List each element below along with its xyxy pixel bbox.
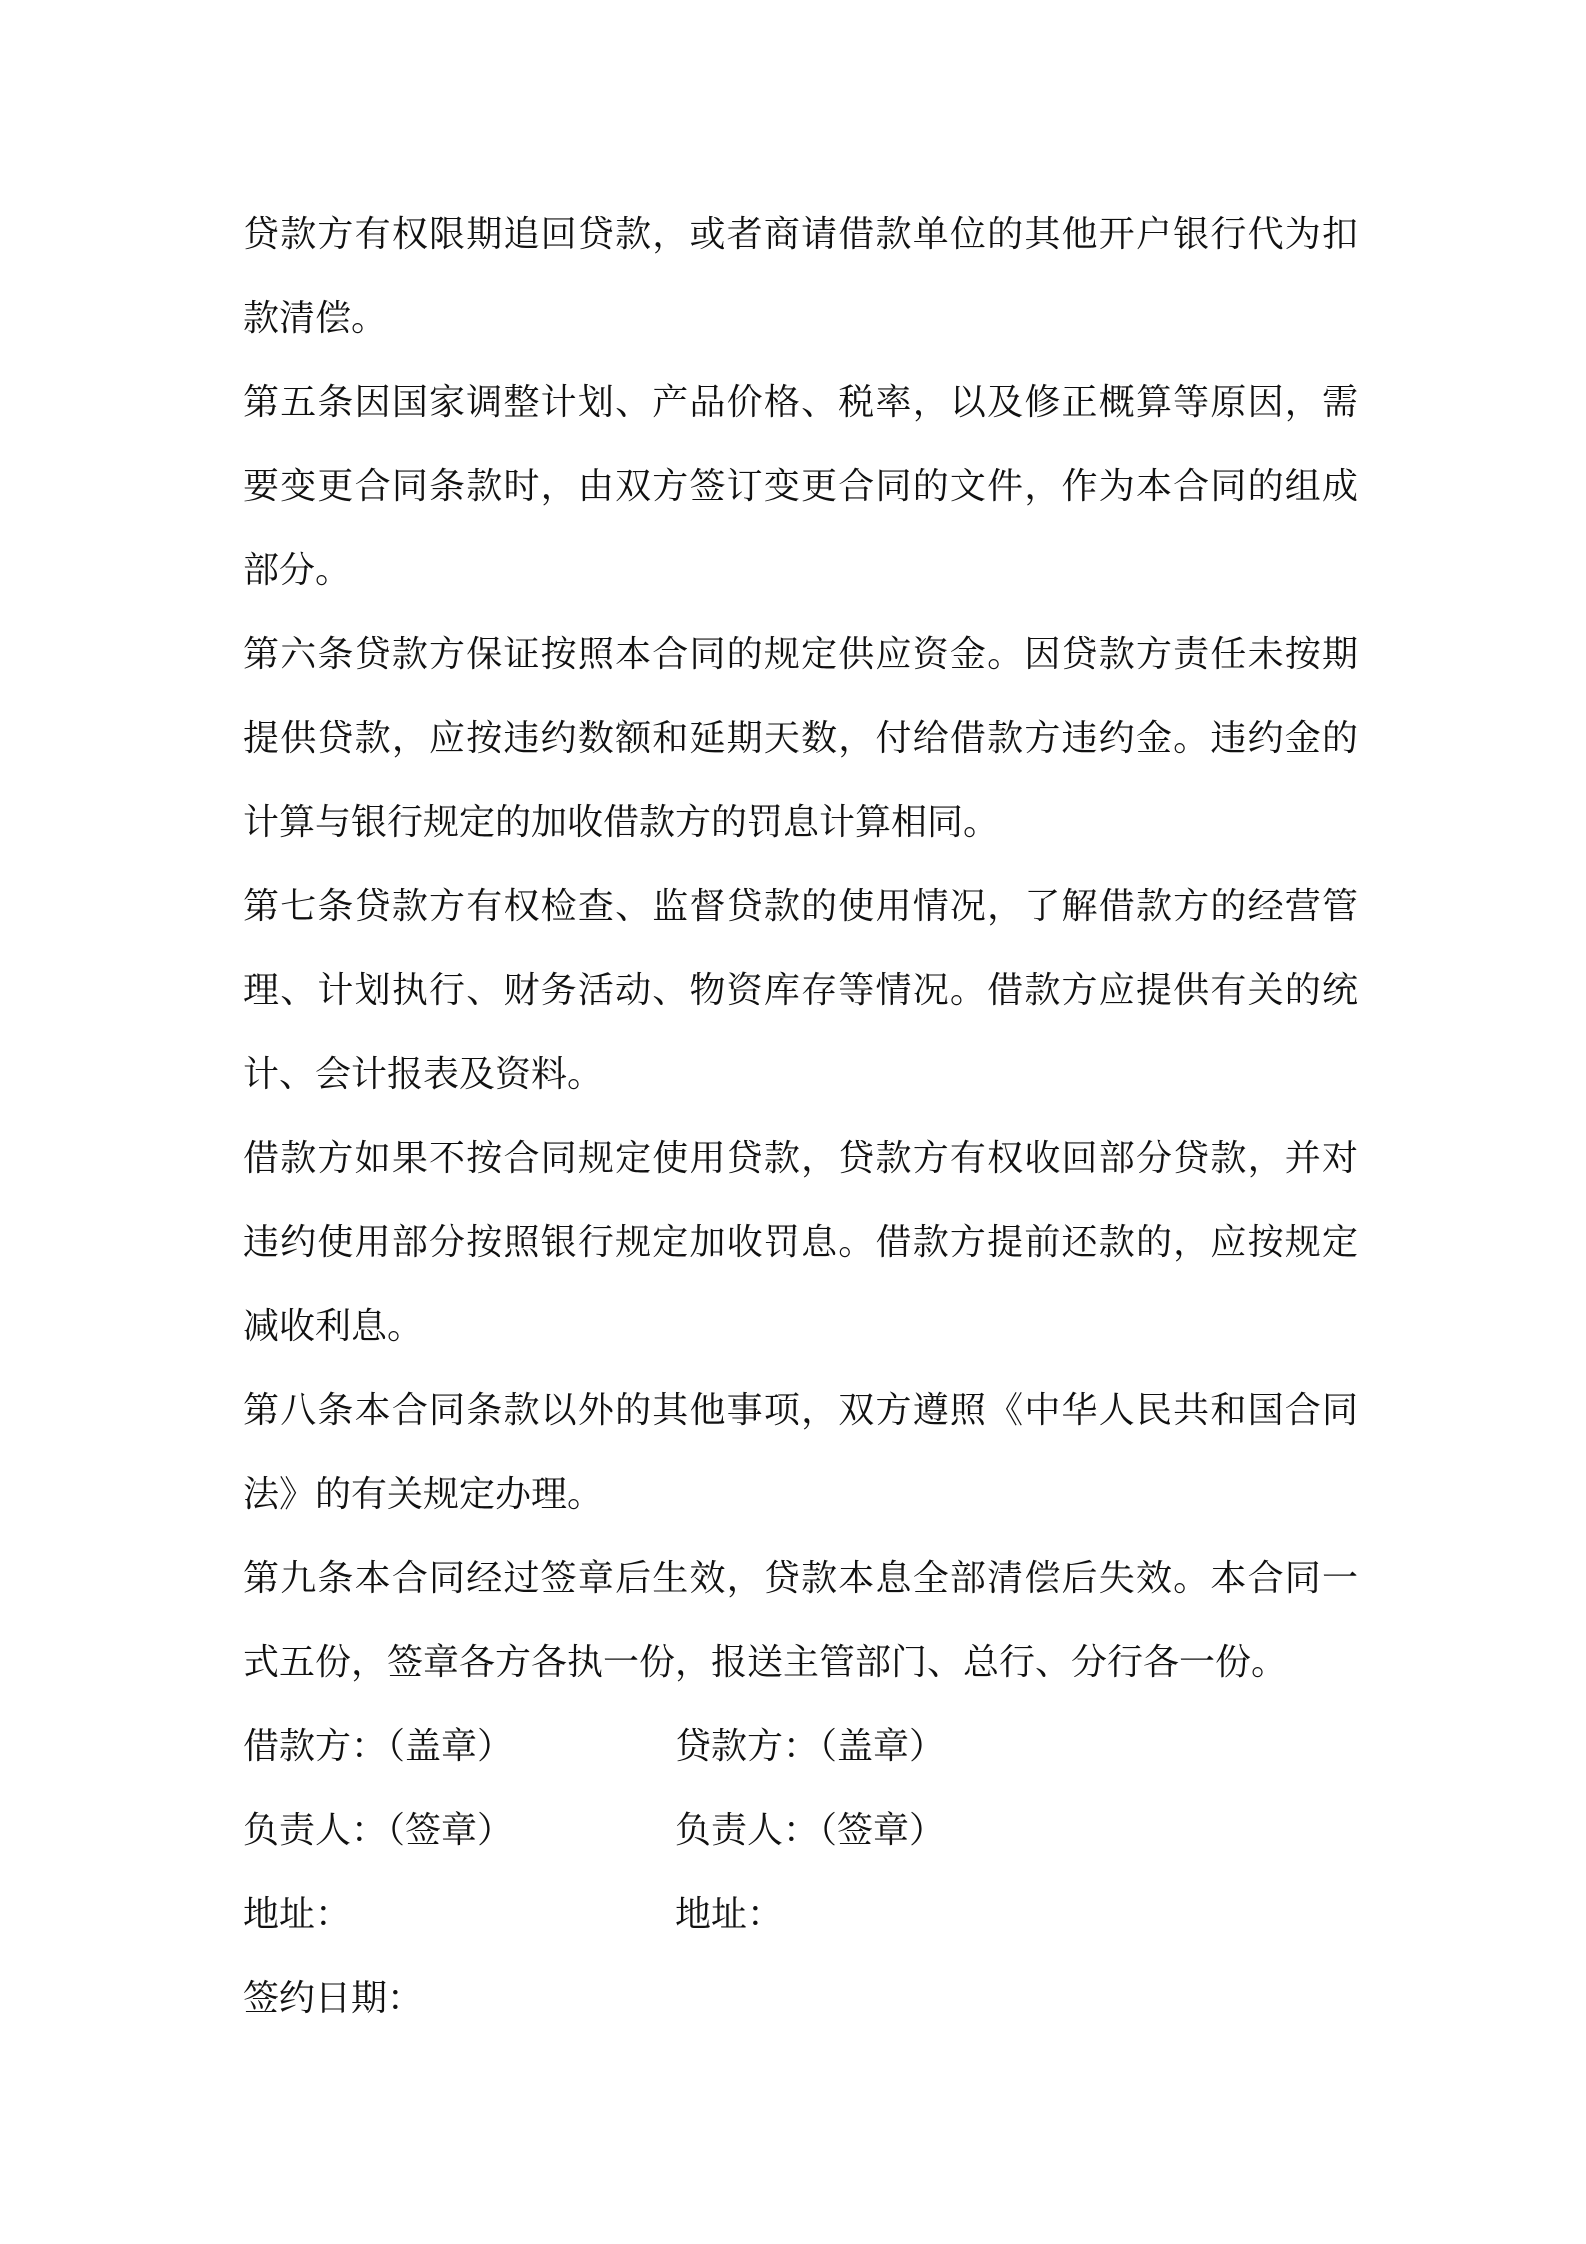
borrower-responsible-label: 负责人：（签章）	[243, 1810, 514, 1851]
signing-date-label: 签约日期：	[243, 1978, 424, 2019]
lender-seal-label: 贷款方：（盖章）	[675, 1726, 946, 1767]
borrower-address-label: 地址：	[243, 1894, 352, 1935]
signature-row-date	[243, 1957, 1358, 2041]
signature-block	[243, 1705, 1358, 2041]
lender-address-label: 地址：	[675, 1894, 784, 1935]
paragraph-article-9: 第九条本合同经过签章后生效，贷款本息全部清偿后失效。本合同一式五份，签章各方各执一份，报送主管部门、总行、分行各一份。	[243, 1558, 1358, 1683]
paragraph-article-8: 第八条本合同条款以外的其他事项，双方遵照《中华人民共和国合同法》的有关规定办理。	[243, 1390, 1358, 1515]
borrower-seal-label: 借款方：（盖章）	[243, 1726, 514, 1767]
paragraph-article-6: 第六条贷款方保证按照本合同的规定供应资金。因贷款方责任未按期提供贷款，应按违约数额和延期天数，付给借款方违约金。违约金的计算与银行规定的加收借款方的罚息计算相同。	[243, 634, 1358, 843]
signature-row-responsible	[243, 1789, 1358, 1873]
paragraph-article-5: 第五条因国家调整计划、产品价格、税率，以及修正概算等原因，需要变更合同条款时，由双方签订变更合同的文件，作为本合同的组成部分。	[243, 382, 1358, 591]
document-body	[243, 193, 1358, 2041]
signature-row-seal	[243, 1705, 1358, 1789]
paragraph-loan-recovery: 贷款方有权限期追回贷款，或者商请借款单位的其他开户银行代为扣款清偿。	[243, 214, 1358, 339]
signature-row-address	[243, 1873, 1358, 1957]
lender-responsible-label: 负责人：（签章）	[675, 1810, 946, 1851]
paragraph-misuse-penalty: 借款方如果不按合同规定使用贷款，贷款方有权收回部分贷款，并对违约使用部分按照银行规定加收罚息。借款方提前还款的，应按规定减收利息。	[243, 1138, 1358, 1347]
paragraph-article-7: 第七条贷款方有权检查、监督贷款的使用情况，了解借款方的经营管理、计划执行、财务活动、物资库存等情况。借款方应提供有关的统计、会计报表及资料。	[243, 886, 1358, 1095]
